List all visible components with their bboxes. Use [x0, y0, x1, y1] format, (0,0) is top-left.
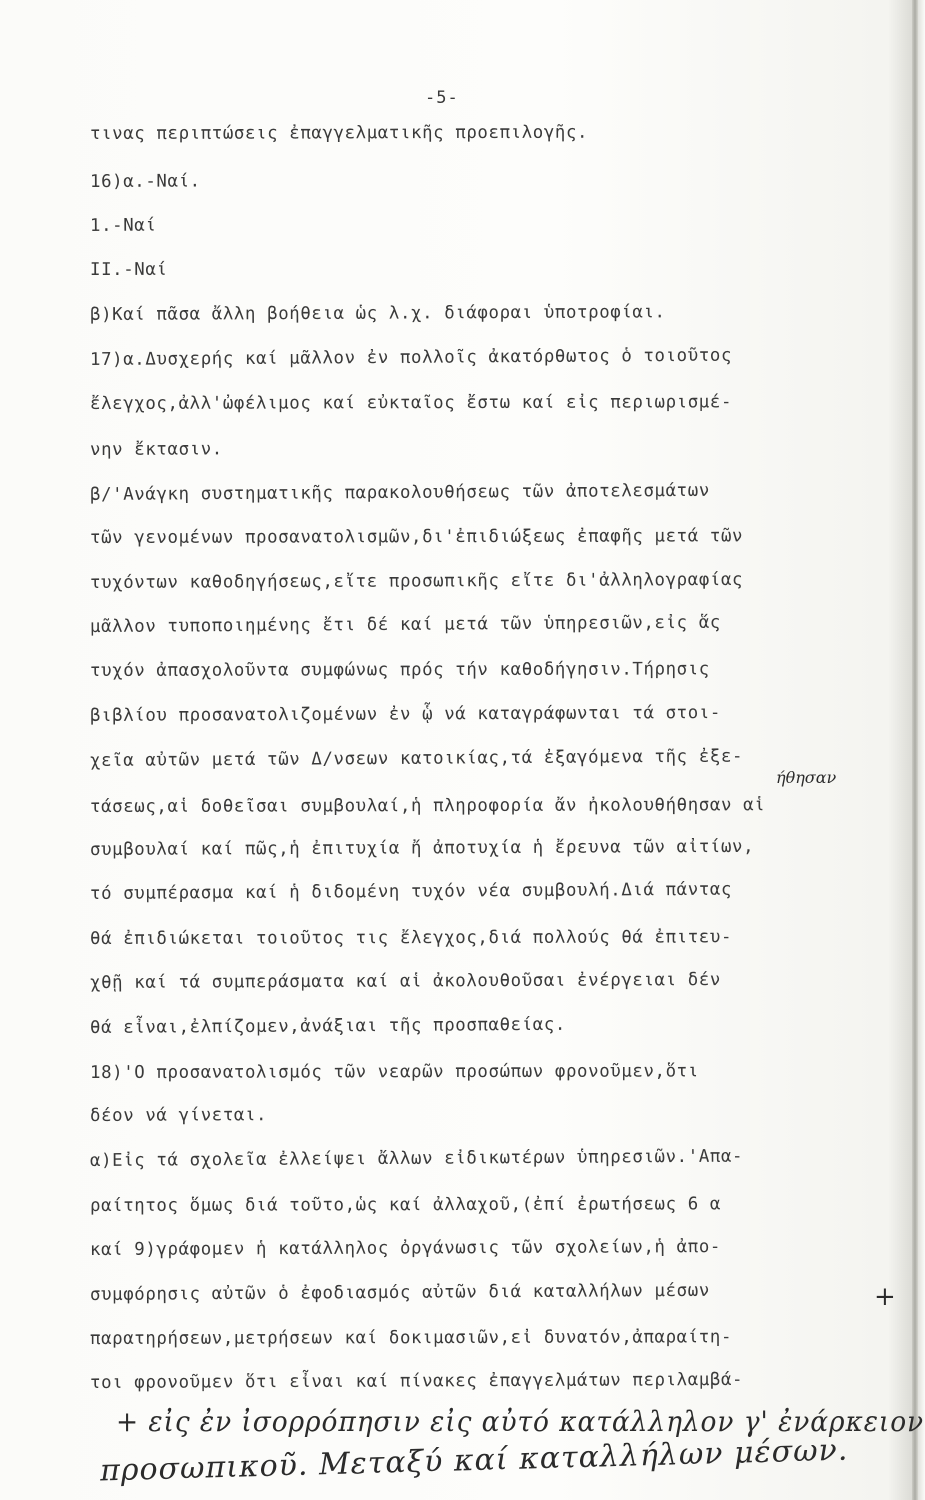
page-number: -5- [425, 88, 459, 108]
text-line: τυχόν ἀπασχολοῦντα συμφώνως πρός τήν καθοδήγησιν.Τήρησις [89, 659, 710, 681]
text-line: ραίτητος ὅμως διά τοῦτο,ὡς καί ἀλλαχοῦ,(ἐπί ἐρωτήσεως 6 α [89, 1194, 721, 1216]
handwritten-note-line-1: + εἰς ἐν ἰσορρόπησιν εἰς αὐτό κατάλληλον γ' ἐνάρκειον [115, 1405, 925, 1438]
page-edge [912, 0, 918, 1500]
text-line: βιβλίου προσανατολιζομένων ἐν ᾧ νά καταγράφωνται τά στοι- [89, 703, 721, 726]
text-line: 1.-Ναί [89, 215, 157, 236]
text-line: β)Καί πᾶσα ἄλλη βοήθεια ὡς λ.χ. διάφοραι ὑποτροφίαι. [89, 302, 666, 325]
text-line: τάσεως,αἱ δοθεῖσαι συμβουλαί,ἡ πληροφορία ἄν ἠκολουθήθησαν αἱ [89, 795, 766, 817]
text-line: τινας περιπτώσεις ἐπαγγελματικῆς προεπιλογῆς. [89, 122, 589, 144]
text-line: β/'Ανάγκη συστηματικῆς παρακολουθήσεως τῶν ἀποτελεσμάτων [89, 480, 710, 505]
text-line: II.-Ναί [89, 259, 168, 280]
text-line: νην ἔκτασιν. [89, 439, 223, 460]
text-line: ἔλεγχος,ἀλλ'ὠφέλιμος καί εὐκταῖος ἔστω καί εἰς περιωρισμέ- [89, 392, 733, 414]
text-line: 18)'Ο προσανατολισμός τῶν νεαρῶν προσώπων φρονοῦμεν,ὅτι [89, 1061, 699, 1083]
text-line: α)Εἰς τά σχολεῖα ἐλλείψει ἄλλων εἰδικωτέρων ὑπηρεσιῶν.'Απα- [89, 1146, 744, 1171]
text-line: δέον νά γίνεται. [89, 1105, 268, 1126]
text-line: παρατηρήσεων,μετρήσεων καί δοκιμασιῶν,εἰ δυνατόν,ἀπαραίτη- [89, 1327, 733, 1349]
text-line: τό συμπέρασμα καί ἡ διδομένη τυχόν νέα συμβουλή.Διά πάντας [89, 879, 733, 904]
text-line: χεῖα αὐτῶν μετά τῶν Δ/νσεων κατοικίας,τά ἐξαγόμενα τῆς ἐξε- [89, 746, 744, 771]
text-line: τοι φρονοῦμεν ὅτι εἶναι καί πίνακες ἐπαγγελμάτων περιλαμβά- [89, 1369, 744, 1393]
text-line: θά ἐπιδιώκεται τοιοῦτος τις ἔλεγχος,διά πολλούς θά ἐπιτευ- [89, 927, 733, 949]
text-line: συμφόρησις αὐτῶν ὁ ἐφοδιασμός αὐτῶν διά καταλλήλων μέσων [89, 1280, 710, 1305]
text-line: μᾶλλον τυποποιημένης ἔτι δέ καί μετά τῶν ὑπηρεσιῶν,εἰς ἅς [89, 612, 721, 637]
handwritten-note-line-2: προσωπικοῦ. Μεταξύ καί καταλλήλων μέσων. [99, 1432, 849, 1489]
text-line: 17)α.Δυσχερής καί μᾶλλον ἐν πολλοῖς ἀκατόρθωτος ὁ τοιοῦτος [89, 345, 733, 370]
text-line: χθῇ καί τά συμπεράσματα καί αἱ ἀκολουθοῦσαι ἐνέργειαι δέν [89, 970, 721, 993]
text-line: καί 9)γράφομεν ἡ κατάλληλος ὀργάνωσις τῶν σχολείων,ἡ ἀπο- [89, 1237, 721, 1260]
text-line: 16)α.-Ναί. [89, 171, 201, 192]
handwritten-insertion: ήθησαν [776, 768, 837, 787]
text-line: θά εἶναι,ἐλπίζομεν,ἀνάξιαι τῆς προσπαθείας. [89, 1014, 567, 1038]
text-line: τῶν γενομένων προσανατολισμῶν,δι'ἐπιδιώξεως ἐπαφῆς μετά τῶν [89, 526, 744, 548]
text-line: τυχόντων καθοδηγήσεως,εἴτε προσωπικῆς εἴτε δι'ἀλληλογραφίας [89, 569, 744, 593]
text-line: συμβουλαί καί πῶς,ἡ ἐπιτυχία ἤ ἀποτυχία ἡ ἔρευνα τῶν αἰτίων, [89, 836, 755, 860]
handwritten-margin-mark: + [874, 1282, 896, 1312]
